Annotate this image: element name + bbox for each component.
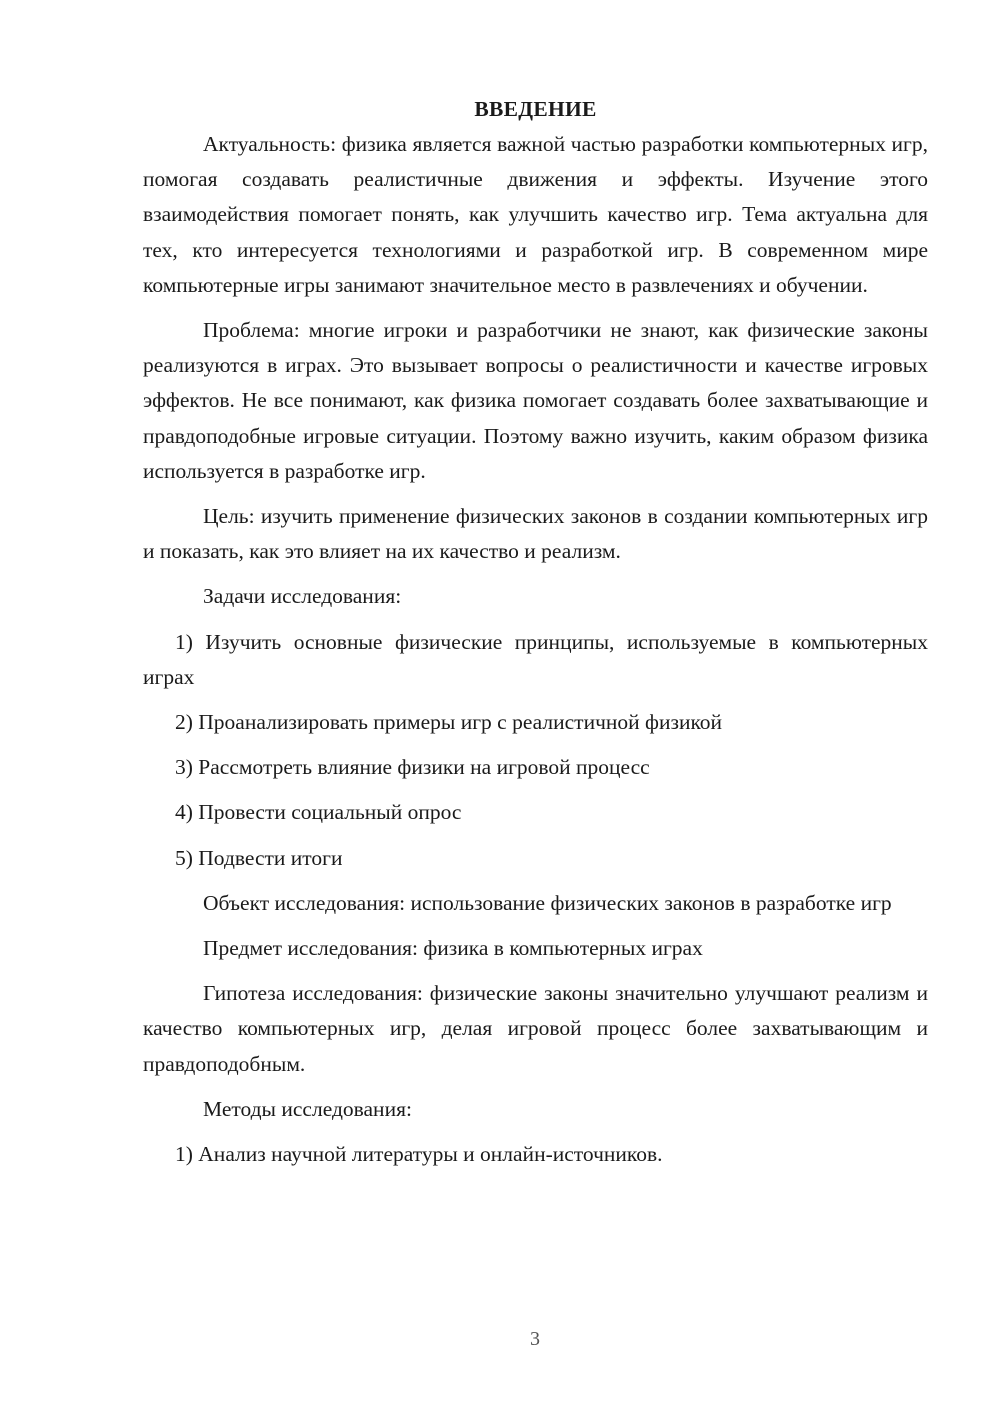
tasks-title: Задачи исследования: xyxy=(203,584,402,609)
method-item-1: 1) Анализ научной литературы и онлайн-источников. xyxy=(175,1142,663,1167)
task-item-1: 1) Изучить основные физические принципы, используемые в компьютерных играх xyxy=(143,629,928,689)
object-paragraph: Объект исследования: использование физических законов в разработке игр xyxy=(203,890,892,915)
section-heading: ВВЕДЕНИЕ xyxy=(474,97,597,121)
task-item-5: 5) Подвести итоги xyxy=(175,845,343,870)
page-number: 3 xyxy=(530,1328,540,1350)
goal-paragraph: Цель: изучить применение физических законов в создании компьютерных игр и показать, как это влияет на их качество и реализм. xyxy=(143,504,928,564)
relevance-paragraph: Актуальность: физика является важной частью разработки компьютерных игр, помогая создавать реалистичные движения и эффекты. Изучение этого взаимодействия помогает понять, как улучшить качество игр. Тема актуальна для тех, кто интересуется технологиями и разработкой игр. В современном мире компьютерные игры занимают значительное место в развлечениях и обучении. xyxy=(143,132,928,297)
methods-title: Методы исследования: xyxy=(203,1096,412,1121)
hypothesis-paragraph: Гипотеза исследования: физические законы значительно улучшают реализм и качество компьютерных игр, делая игровой процесс более захватывающим и правдоподобным. xyxy=(143,981,928,1076)
subject-paragraph: Предмет исследования: физика в компьютерных играх xyxy=(203,936,703,961)
problem-paragraph: Проблема: многие игроки и разработчики не знают, как физические законы реализуются в играх. Это вызывает вопросы о реалистичности и качестве игровых эффектов. Не все понимают, как физика помогает создавать более захватывающие и правдоподобные игровые ситуации. Поэтому важно изучить, каким образом физика используется в разработке игр. xyxy=(143,318,928,483)
task-item-4: 4) Провести социальный опрос xyxy=(175,800,462,825)
task-item-3: 3) Рассмотреть влияние физики на игровой процесс xyxy=(175,755,650,780)
task-item-2: 2) Проанализировать примеры игр с реалистичной физикой xyxy=(175,710,723,735)
document-page xyxy=(143,92,928,1172)
